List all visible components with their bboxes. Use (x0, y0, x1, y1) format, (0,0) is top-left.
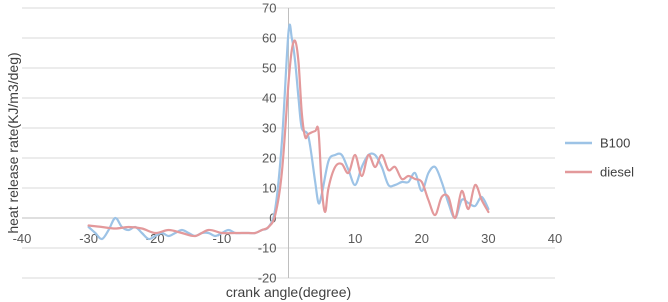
y-tick-label: 50 (262, 60, 277, 76)
x-tick-label: -40 (12, 231, 32, 246)
x-axis-label: crank angle(degree) (225, 284, 352, 300)
y-axis-label: heat release rate(KJ/m3/deg) (5, 52, 21, 234)
x-tick-label: -30 (79, 231, 99, 246)
x-tick-label: 20 (414, 231, 429, 246)
x-tick-label: 10 (347, 231, 363, 246)
legend-label-b100: B100 (600, 135, 631, 151)
axes (22, 8, 555, 278)
legend-label-diesel: diesel (600, 164, 634, 180)
y-tick-label: 10 (262, 180, 277, 196)
y-tick-label: -10 (257, 240, 277, 256)
y-tick-label: 30 (262, 120, 277, 136)
y-tick-label: 20 (262, 150, 277, 166)
y-tick-label: 0 (269, 210, 277, 226)
x-tick-label: -20 (145, 231, 165, 246)
legend (565, 136, 634, 180)
y-tick-label: 40 (262, 90, 277, 106)
y-tick-label: -20 (257, 270, 277, 286)
x-tick-label: -10 (212, 231, 232, 246)
y-tick-label: 70 (262, 0, 277, 16)
x-tick-label: 30 (481, 231, 496, 246)
x-tick-label: 40 (547, 231, 563, 246)
y-tick-label: 60 (262, 30, 277, 46)
